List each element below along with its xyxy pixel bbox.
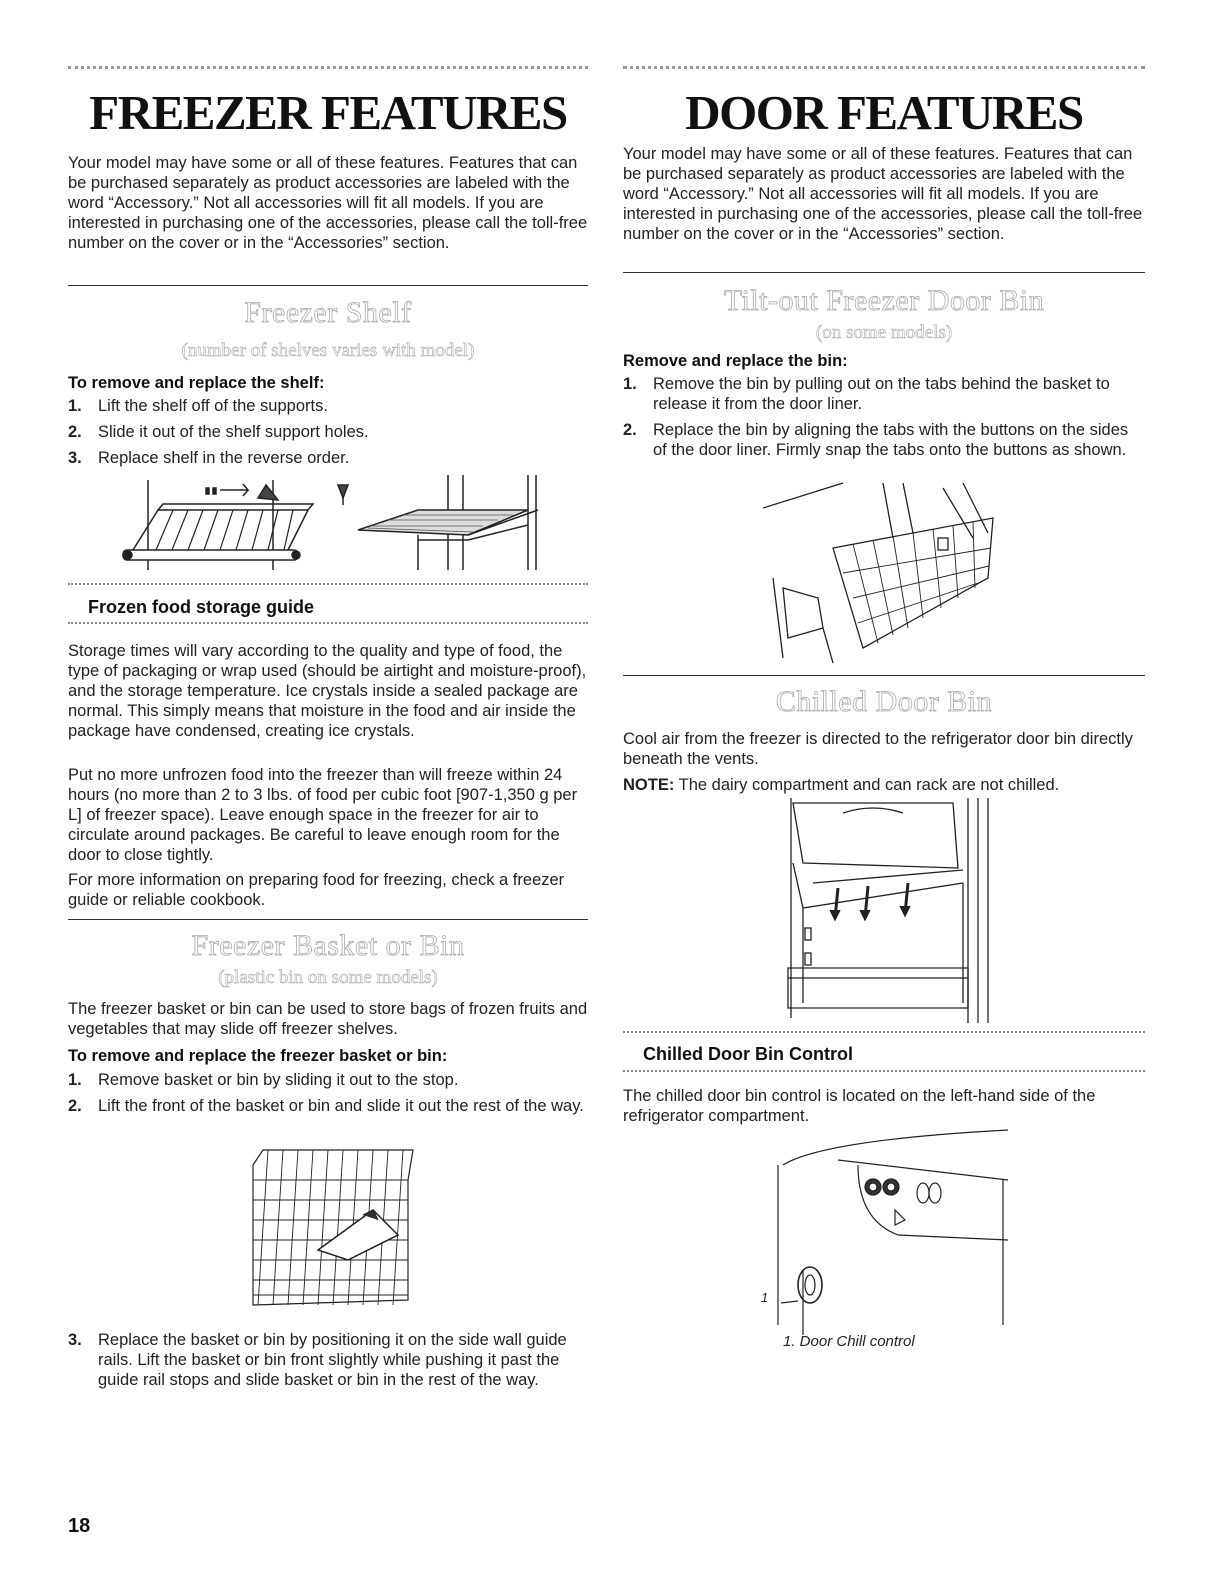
tilt-bin-illustration — [763, 478, 1003, 668]
freezer-shelf-subtitle: (number of shelves varies with model) — [181, 340, 475, 361]
page-number: 18 — [68, 1515, 91, 1537]
basket-steps — [68, 1070, 588, 1122]
dotted-divider — [68, 583, 588, 585]
door-features-column — [623, 0, 1145, 1575]
tilt-bin-steps — [623, 374, 1145, 466]
tilt-bin-title: Tilt-out Freezer Door Bin — [723, 284, 1045, 317]
shelf-removal-illustration — [118, 470, 588, 575]
freezer-intro: Your model may have some or all of these features. Features that can be purchased separately as product accessories are labeled with the word “Accessory.” Not all accessories will fit all models. If you are interested in purchasing one of the accessories, please call the toll-free number on the cover or in the “Accessories” section. — [68, 154, 588, 252]
freezer-basket-title: Freezer Basket or Bin — [191, 929, 465, 962]
callout-number: 1 — [761, 1290, 769, 1305]
freezer-basket-illustration — [243, 1140, 418, 1315]
freezer-features-title: FREEZER FEATURES — [89, 85, 567, 140]
shelf-instructions-heading: To remove and replace the shelf: — [68, 374, 325, 392]
list-item: 1. Remove basket or bin by sliding it out to the stop. — [68, 1071, 459, 1089]
storage-guide-paragraph-1: Storage times will vary according to the quality and type of food, the type of packaging or wrap used (should be airtight and moisture-proof), and the storage temperature. Ice crystals inside a sealed package are normal. This simply means that moisture in the food and air inside the package have condensed, creating ice crystals. — [68, 642, 587, 740]
dotted-divider — [68, 622, 588, 624]
chilled-bin-paragraph: Cool air from the freezer is directed to the refrigerator door bin directly beneath the vents. — [623, 730, 1133, 768]
tilt-bin-instructions-heading: Remove and replace the bin: — [623, 352, 848, 370]
chill-control-illustration — [763, 1125, 1013, 1335]
list-item: 3. Replace the basket or bin by positioning it on the side wall guide rails. Lift the basket or bin front slightly while pushing it past the guide rail stops and slide basket or bin in the rest of the way. — [68, 1331, 567, 1389]
list-item: 1. Remove the bin by pulling out on the tabs behind the basket to release it from the door liner. — [623, 375, 1110, 413]
basket-step-3 — [68, 1330, 588, 1396]
basket-instructions-heading: To remove and replace the freezer basket or bin: — [68, 1047, 448, 1065]
freezer-features-column — [68, 0, 588, 1575]
door-intro: Your model may have some or all of these features. Features that can be purchased separately as product accessories are labeled with the word “Accessory.” Not all accessories will fit all models. If you are interested in purchasing one of the accessories, please call the toll-free number on the cover or in the “Accessories” section. — [623, 145, 1143, 243]
section-rule — [623, 675, 1145, 676]
bin-control-title: Chilled Door Bin Control — [643, 1044, 853, 1064]
chilled-bin-illustration — [783, 798, 998, 1023]
chilled-bin-note: NOTE: The dairy compartment and can rack are not chilled. — [623, 776, 1060, 794]
freezer-basket-subtitle: (plastic bin on some models) — [218, 967, 438, 988]
freezer-basket-intro: The freezer basket or bin can be used to store bags of frozen fruits and vegetables that may slide off freezer shelves. — [68, 1000, 588, 1038]
section-rule — [68, 919, 588, 920]
chilled-bin-title: Chilled Door Bin — [775, 685, 993, 718]
storage-guide-paragraph-3: For more information on preparing food for freezing, check a freezer guide or reliable cookbook. — [68, 871, 565, 909]
dotted-divider — [623, 1070, 1145, 1072]
list-item: 3. Replace shelf in the reverse order. — [68, 449, 350, 467]
tilt-bin-subtitle: (on some models) — [815, 322, 953, 343]
list-item: 2. Lift the front of the basket or bin and slide it out the rest of the way. — [68, 1097, 584, 1115]
door-features-title: DOOR FEATURES — [685, 85, 1083, 140]
storage-guide-title: Frozen food storage guide — [88, 597, 315, 617]
list-item: 1. Lift the shelf off of the supports. — [68, 397, 328, 415]
figure-caption: 1. Door Chill control — [783, 1333, 915, 1350]
list-item: 2. Slide it out of the shelf support holes. — [68, 423, 369, 441]
storage-guide-paragraph-2: Put no more unfrozen food into the freezer than will freeze within 24 hours (no more than 2 to 3 lbs. of food per cubic foot [907-1,350 g per L] of freezer space). Leave enough space in the freezer for air to circulate around packages. Be careful to leave enough room for the door to close tightly. — [68, 766, 578, 864]
freezer-shelf-title: Freezer Shelf — [244, 296, 412, 329]
bin-control-paragraph: The chilled door bin control is located on the left-hand side of the refrigerator compartment. — [623, 1087, 1096, 1125]
shelf-steps — [68, 396, 588, 474]
list-item: 2. Replace the bin by aligning the tabs with the buttons on the sides of the door liner. Firmly snap the tabs onto the buttons as shown. — [623, 421, 1129, 459]
section-rule — [623, 272, 1145, 273]
dotted-divider — [623, 1031, 1145, 1033]
section-rule — [68, 285, 588, 286]
